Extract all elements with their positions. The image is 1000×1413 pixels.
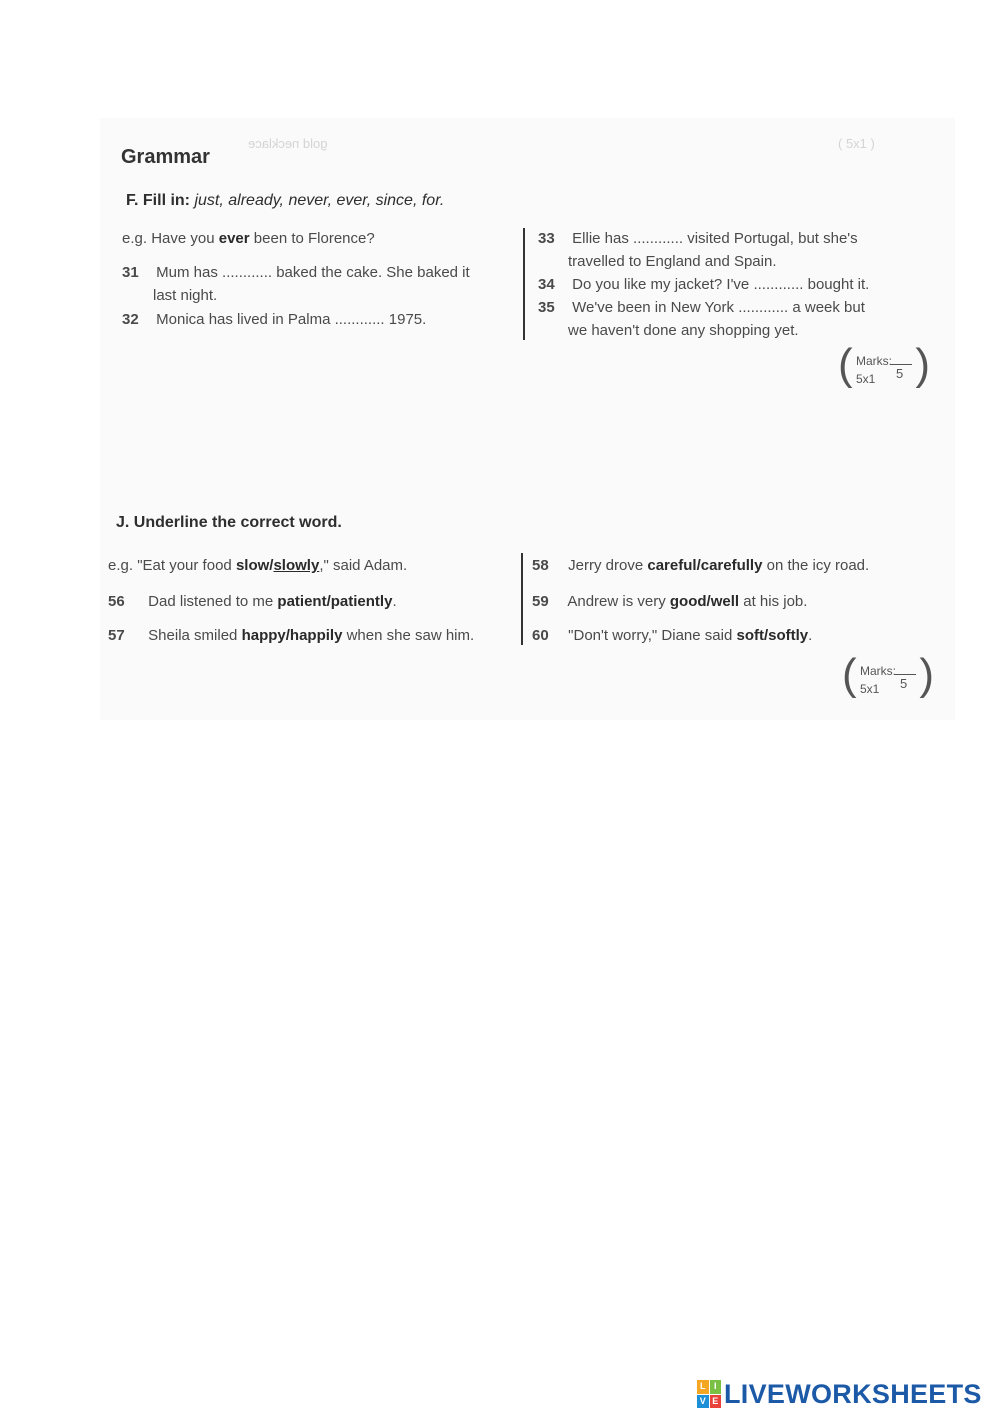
example-text-after: ," said Adam. bbox=[319, 557, 408, 574]
column-divider bbox=[521, 553, 523, 645]
question-34 bbox=[538, 276, 869, 293]
question-options: good/well bbox=[669, 593, 740, 610]
marks-total: 5 bbox=[900, 676, 908, 691]
question-35-continued: we haven't done any shopping yet. bbox=[568, 322, 799, 339]
question-33 bbox=[538, 230, 858, 247]
marks-right-paren: ) bbox=[919, 650, 934, 699]
question-number: 35 bbox=[538, 299, 555, 316]
column-divider bbox=[523, 228, 525, 340]
section-f-instruction: Fill in: bbox=[142, 192, 191, 209]
section-j-instruction: Underline the correct word. bbox=[133, 514, 342, 531]
question-text-after: when she saw him. bbox=[346, 627, 475, 644]
logo-badge-cell: I bbox=[710, 1380, 722, 1394]
section-j-example bbox=[108, 557, 407, 574]
question-text: Monica has lived in Palma ............ 1975. bbox=[156, 311, 427, 328]
logo-text: LIVEWORKSHEETS bbox=[724, 1378, 982, 1409]
liveworksheets-logo[interactable] bbox=[697, 1376, 982, 1412]
question-number: 58 bbox=[532, 557, 549, 574]
question-options: soft/softly bbox=[736, 627, 809, 644]
marks-fraction-line bbox=[890, 364, 912, 365]
marks-right-paren: ) bbox=[915, 340, 930, 389]
question-number: 57 bbox=[108, 627, 125, 644]
marks-formula: 5x1 bbox=[860, 682, 880, 696]
ghost-marks: ( 5x1 ) bbox=[838, 136, 875, 151]
question-text-after: . bbox=[392, 593, 397, 610]
marks-total: 5 bbox=[896, 366, 904, 381]
question-57 bbox=[108, 627, 474, 644]
question-number: 33 bbox=[538, 230, 555, 247]
question-number: 60 bbox=[532, 627, 549, 644]
marks-left-paren: ( bbox=[838, 340, 853, 389]
question-number: 32 bbox=[122, 311, 139, 328]
question-33-continued: travelled to England and Spain. bbox=[568, 253, 777, 270]
marks-left-paren: ( bbox=[842, 650, 857, 699]
question-56 bbox=[108, 593, 397, 610]
logo-badge-cell: L bbox=[697, 1380, 709, 1394]
question-text-before: Jerry drove bbox=[568, 557, 644, 574]
question-text-before: "Don't worry," Diane said bbox=[568, 627, 733, 644]
example-text-before: Have you bbox=[151, 230, 215, 247]
question-text-before: Dad listened to me bbox=[148, 593, 274, 610]
question-text: Ellie has ............ visited Portugal, but she's bbox=[572, 230, 858, 247]
logo-badge-cell: E bbox=[710, 1395, 722, 1409]
question-options: patient/patiently bbox=[277, 593, 393, 610]
question-options: happy/happily bbox=[241, 627, 343, 644]
example-text-before: "Eat your food bbox=[137, 557, 232, 574]
page-title: Grammar bbox=[121, 146, 210, 168]
question-text: Mum has ............ baked the cake. She baked it bbox=[156, 264, 470, 281]
question-60 bbox=[532, 627, 812, 644]
logo-badge-cell: V bbox=[697, 1395, 709, 1409]
example-answer-underlined: slowly bbox=[273, 557, 320, 574]
example-option: slow/ bbox=[235, 557, 274, 574]
marks-formula: 5x1 bbox=[856, 372, 876, 386]
section-f-marks bbox=[838, 340, 930, 396]
section-j-marks bbox=[842, 650, 934, 706]
question-number: 56 bbox=[108, 593, 125, 610]
question-text: Do you like my jacket? I've ............ bought it. bbox=[572, 276, 870, 293]
question-number: 59 bbox=[532, 593, 549, 610]
example-prefix: e.g. bbox=[122, 230, 148, 247]
section-j-heading bbox=[116, 514, 342, 532]
question-31-continued: last night. bbox=[153, 287, 218, 304]
question-text-before: Andrew is very bbox=[567, 593, 666, 610]
example-prefix: e.g. bbox=[108, 557, 134, 574]
logo-badge-icon bbox=[697, 1380, 721, 1408]
question-31 bbox=[122, 264, 470, 281]
question-text-after: on the icy road. bbox=[766, 557, 870, 574]
section-j-letter: J. bbox=[116, 514, 130, 531]
section-f-word-list: just, already, never, ever, since, for. bbox=[194, 192, 445, 209]
question-text-after: . bbox=[808, 627, 813, 644]
marks-fraction-line bbox=[894, 674, 916, 675]
question-59 bbox=[532, 593, 807, 610]
question-32 bbox=[122, 311, 426, 328]
question-35 bbox=[538, 299, 865, 316]
question-text-before: Sheila smiled bbox=[148, 627, 238, 644]
question-options: careful/carefully bbox=[647, 557, 763, 574]
example-answer: ever bbox=[218, 230, 250, 247]
question-58 bbox=[532, 557, 869, 574]
marks-label: Marks: bbox=[860, 664, 896, 678]
question-number: 34 bbox=[538, 276, 555, 293]
ghost-mirrored-text: gold necklace bbox=[248, 136, 328, 151]
question-text-after: at his job. bbox=[743, 593, 808, 610]
example-text-after: been to Florence? bbox=[253, 230, 375, 247]
marks-label: Marks: bbox=[856, 354, 892, 368]
section-f-example bbox=[122, 230, 375, 247]
section-f-heading bbox=[126, 192, 444, 210]
question-text: We've been in New York ............ a week but bbox=[572, 299, 865, 316]
question-number: 31 bbox=[122, 264, 139, 281]
section-f-letter: F. bbox=[126, 192, 139, 209]
